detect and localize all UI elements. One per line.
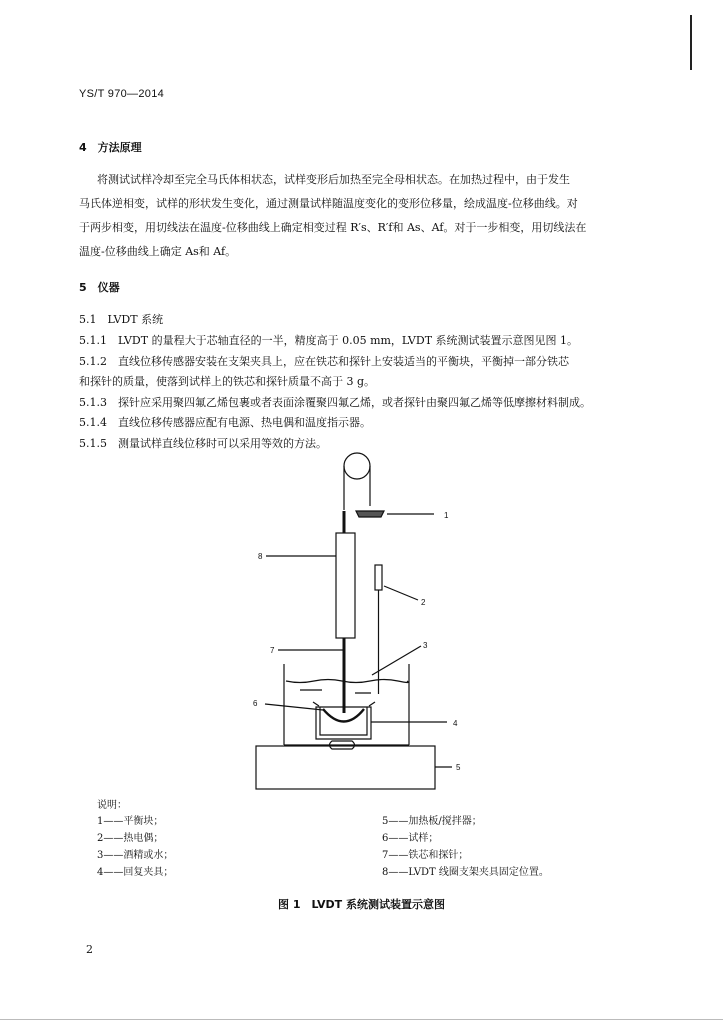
clause-5-1-1: 5.1.1 LVDT 的量程大于芯轴直径的一半，精度高于 0.05 mm，LVDT 系统测试装置示意图见图 1。 (79, 334, 579, 347)
page-number: 2 (86, 943, 93, 956)
callout-8: 8 (258, 552, 263, 561)
beaker-walls (284, 664, 409, 745)
balance-weight (356, 511, 384, 517)
legend-item-3: 3——酒精或水； (97, 850, 174, 861)
callout-5: 5 (456, 763, 461, 772)
leader-3 (372, 646, 421, 675)
pulley-wheel (344, 453, 370, 479)
callout-1: 1 (444, 511, 449, 520)
section-4-line-2: 马氏体逆相变，试样的形状发生变化，通过测量试样随温度变化的变形位移量，绘成温度-位移曲线。对 (79, 197, 578, 210)
doc-code-header: YS/T 970—2014 (79, 88, 165, 100)
clause-5-1-2: 5.1.2 直线位移传感器安装在支架夹具上，应在铁芯和探针上安装适当的平衡块，平衡掉一部分铁芯 (79, 355, 569, 368)
clause-5-1: 5.1 LVDT 系统 (79, 313, 164, 326)
liquid-ripples (300, 690, 371, 693)
callout-3: 3 (423, 641, 428, 650)
callout-6: 6 (253, 699, 258, 708)
callout-4: 4 (453, 719, 458, 728)
legend-item-4: 4——回复夹具； (97, 867, 174, 878)
legend-item-7: 7——铁芯和探针； (382, 850, 469, 861)
section-4-line-4: 温度-位移曲线上确定 As和 Af。 (79, 245, 237, 258)
callout-7: 7 (270, 646, 275, 655)
legend-item-2: 2——热电偶； (97, 833, 164, 844)
legend-item-5: 5——加热板/搅拌器； (382, 816, 482, 827)
page-bottom-edge (0, 1019, 723, 1020)
callout-2: 2 (421, 598, 426, 607)
section-4-line-3: 于两步相变，用切线法在温度-位移曲线上确定相变过程 R′s、R′f和 As、Af。对于一步相变，用切线法在 (79, 221, 587, 234)
legend-item-6: 6——试样； (382, 833, 439, 844)
clause-5-1-4: 5.1.4 直线位移传感器应配有电源、热电偶和温度指示器。 (79, 416, 371, 429)
thermocouple-head (375, 565, 382, 590)
section-5-heading: 5 仪器 (79, 281, 120, 294)
clause-5-1-3: 5.1.3 探针应采用聚四氟乙烯包裹或者表面涂覆聚四氟乙烯，或者探针由聚四氟乙烯等低摩擦材料制成。 (79, 396, 591, 409)
figure-caption: 图 1 LVDT 系统测试装置示意图 (278, 898, 445, 911)
section-4-heading: 4 方法原理 (79, 141, 142, 154)
legend-title: 说明： (97, 800, 127, 811)
leader-6 (265, 704, 323, 710)
liquid-surface (286, 680, 408, 683)
legend-item-8: 8——LVDT 线圈支架夹具固定位置。 (382, 867, 549, 878)
clause-5-1-5: 5.1.5 测量试样直线位移时可以采用等效的方法。 (79, 437, 327, 450)
clause-5-1-2-cont: 和探针的质量，使落到试样上的铁芯和探针质量不高于 3 g。 (79, 375, 376, 388)
heating-plate (256, 746, 435, 789)
leader-2 (384, 586, 418, 600)
section-4-line-1: 将测试试样冷却至完全马氏体相状态，试样变形后加热至完全母相状态。在加热过程中，由于发生 (97, 173, 570, 186)
lvdt-coil (336, 533, 355, 638)
legend-item-1: 1——平衡块； (97, 816, 164, 827)
